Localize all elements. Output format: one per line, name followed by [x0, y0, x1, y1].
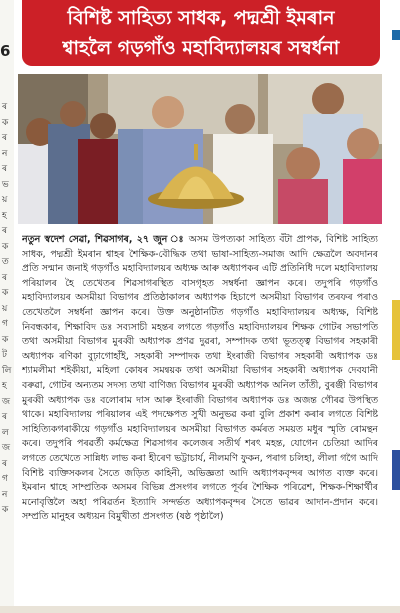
group-photo-illustration [18, 74, 382, 224]
page-bottom-margin [0, 606, 400, 613]
right-edge-block-blue [392, 30, 400, 40]
article-body [22, 233, 378, 605]
adjacent-column-left [0, 0, 14, 613]
article-dateline: নতুন স্বদেশ সেৱা, শিৱসাগৰ, ২৭ জুন ঃ [22, 234, 185, 245]
headline-line-1: বিশিষ্ট সাহিত্য সাধক, পদ্মশ্ৰী ইমৰান [67, 7, 335, 29]
right-edge-block-yellow [392, 300, 400, 360]
article-text: অসম উপত্যকা সাহিত্য বঁটা প্ৰাপক, বিশিষ্ট সাহিত্য সাধক, পদ্মশ্ৰী ইমৰান শ্বাহৰ শৈক্ষিক-বৌদ্ধিক তথা ভাষা-সাহিত্য-সমাজ আদি ক্ষেত্ৰলৈ অবদানৰ প্ৰতি সন্মান জনাই গড়গাঁও মহাবিদ্যালয়ৰ অধ্যক্ষ আৰু অধ্যাপকৰ এটি প্ৰতিনিধি দলে মহাবিদ্যালয় পৰিয়ালৰ হৈ তেখেতৰ শিৱসাগৰস্থিত বাসগৃহত সম্বৰ্ধনা জ্ঞাপন কৰে। তদুপৰি গড়গাঁও মহাবিদ্যালয়ৰ অসমীয়া বিভাগৰ প্ৰতিষ্ঠাকালৰ অধ্যাপক হিচাপে অসমীয়া বিভাগৰ তৰফৰ পৰাও তেখেতলৈ সম্বৰ্ধনা জ্ঞাপন কৰে। উক্ত অনুষ্ঠানটিত গড়গাঁও মহাবিদ্যালয়ৰ অধ্যক্ষ, বিশিষ্ট নিবন্ধকাৰ, শিক্ষাবিদ ডঃ সব্যসাচী মহন্তৰ লগতে গড়গাঁও মহাবিদ্যালয়ৰ শিক্ষক গোটৰ সভাপতি তথা অসমীয়া বিভাগৰ মুৰব্বী অধ্যাপক প্ৰণৱ দুৱৰা, সম্পাদক তথা ভূতত্ত্ব বিভাগৰ সহকাৰী অধ্যাপক ৰণিকা বুঢ়াগোহাঁই, সহকাৰী সম্পাদক তথা ইংৰাজী বিভাগৰ সহকাৰী অধ্যাপক ডঃ শ্যামলীমা শইকীয়া, মহিলা কোষৰ সমন্বয়ক তথা অসমীয়া বিভাগৰ সহকাৰী অধ্যাপক দেবযানী বৰুৱা, গোটৰ অন্যতম সদস্য তথা বাণিজ্য বিভাগৰ মুৰব্বী অধ্যাপক অনিল তাঁতী, বুৰঞ্জী বিভাগৰ মুৰব্বী অধ্যাপক ডঃ বলোৰাম দাস আৰু ইংৰাজী বিভাগৰ অধ্যাপক ডঃ অজন্ত গৌৰৱ উপস্থিত থাকে। মহাবিদ্যালয় পৰিয়ালৰ এই পদক্ষেপত সুখী অনুভৱ কৰা বুলি প্ৰকাশ কৰাৰ লগতে বিশিষ্ট সাহিত্যিকগৰাকীয়ে গড়গাঁও মহাবিদ্যালয়ৰ অসমীয়া বিভাগত কৰ্মৰত সময়ত মধুৰ স্মৃতি ৰোমন্থন কৰে। তদুপৰি পৰৱৰ্তী কৰ্মক্ষেত্ৰ শিৱসাগৰ কলেজৰ সতীৰ্থ শৰৎ মহন্ত, যোগেন চেতিয়া আদিৰ লগতে তেখেতে সান্নিধ্য লাভ কৰা হীৰেণ ভট্টাচাৰ্য, নীলমণি ফুকন, পৰাগ চলিহা, লীলা গগৈ আদি বিশিষ্ট ব্যক্তিসকলৰ সৈতে জড়িত কাহিনী, অভিজ্ঞতা আদি অধ্যাপকবৃন্দৰ আগত ব্যক্ত কৰে। ইমৰান শ্বাহে সাম্প্ৰতিক অসমৰ বিভিন্ন প্ৰসংগৰ লগতে পূৰ্বৰ শৈক্ষিক পৰিৱেশ, শিক্ষক-শিক্ষাৰ্থীৰ মনোবৃত্তিলৈ অহা পৰিৱৰ্তন ইত্যাদি সন্দৰ্ভত অধ্যাপকবৃন্দৰ সৈতে ভাৱৰ আদান-প্ৰদান কৰে। সম্প্ৰতি মানুহৰ অধ্যয়ন বিমুখীতা প্ৰসংগত (ষষ্ঠ পৃষ্ঠালৈ) [22, 234, 378, 523]
group-photo [18, 74, 382, 224]
adjacent-column-right [392, 0, 400, 613]
headline-banner [22, 0, 380, 66]
page-number: 6 [0, 42, 11, 60]
clipped-column-text: ৰ ক ৰ ন ৰ ভ য় হ ৰ ক ত ৰ ক য় গ ক ট লি হ জ ৰ ল জ ৰ গ ন ক [2, 102, 12, 515]
right-edge-block-navy [392, 450, 400, 490]
headline-line-2: শ্বাহলৈ গড়গাঁও মহাবিদ্যালয়ৰ সম্বৰ্ধনা [62, 37, 340, 59]
